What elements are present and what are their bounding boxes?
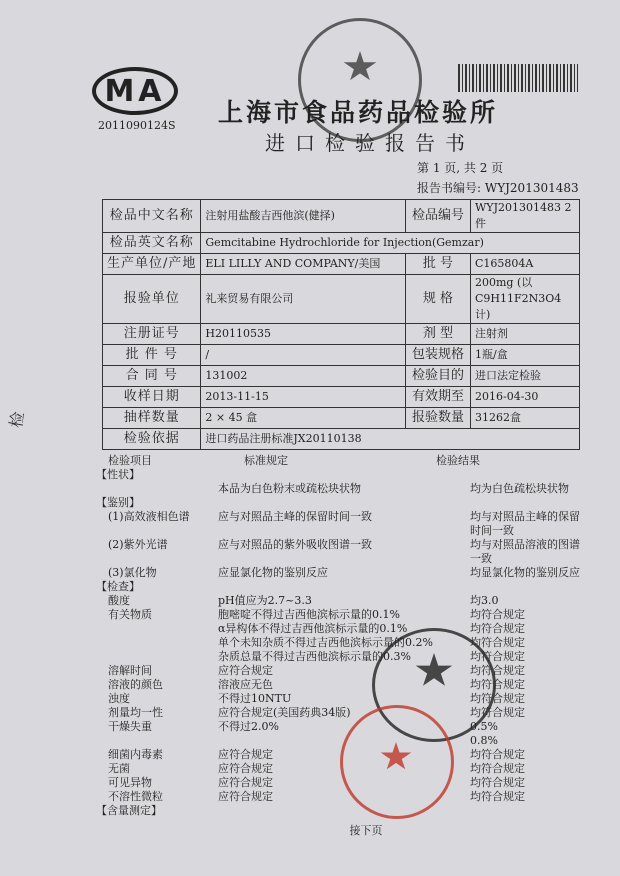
test-result: 均符合规定: [470, 650, 525, 663]
info-value-2: 1瓶/盒: [471, 345, 580, 366]
result-row: [96, 594, 596, 608]
col-result: 检验结果: [436, 454, 480, 467]
info-row: [103, 429, 580, 450]
info-row: [103, 233, 580, 254]
info-label: 注册证号: [103, 324, 201, 345]
test-item: 干燥失重: [108, 720, 152, 733]
institute-title: 上海市食品药品检验所: [218, 98, 499, 127]
test-item: 细菌内毒素: [108, 748, 163, 761]
result-row: [96, 790, 596, 804]
test-standard: 胞嘧啶不得过吉西他滨标示量的0.1%: [218, 608, 400, 621]
test-standard: 不得过2.0%: [218, 720, 279, 733]
info-value-2: 2016-04-30: [471, 387, 580, 408]
test-result: 均符合规定: [470, 790, 525, 803]
result-row: [96, 538, 596, 552]
info-value: /: [201, 345, 406, 366]
test-result: 均符合规定: [470, 636, 525, 649]
test-item: 剂量均一性: [108, 706, 163, 719]
test-result: 时间一致: [470, 524, 514, 537]
test-item: (3)氯化物: [108, 566, 157, 579]
info-value-2: 注射剂: [471, 324, 580, 345]
test-item: (2)紫外光谱: [108, 538, 168, 551]
test-item: 浊度: [108, 692, 130, 705]
test-result: 均为白色疏松块状物: [470, 482, 569, 495]
result-row: [96, 524, 596, 538]
result-row: [96, 636, 596, 650]
margin-seal: 检: [6, 410, 28, 430]
result-row: [96, 580, 596, 594]
info-value-2: WYJ201301483 2件: [471, 200, 580, 233]
info-value: ELI LILLY AND COMPANY/美国: [201, 254, 406, 275]
continued-note: 接下页: [349, 824, 383, 837]
test-item: 不溶性微粒: [108, 790, 163, 803]
info-row: [103, 345, 580, 366]
test-item: 溶解时间: [108, 664, 152, 677]
info-row: [103, 408, 580, 429]
info-row: [103, 275, 580, 324]
test-standard: 应与对照品的紫外吸收图谱一致: [218, 538, 372, 551]
test-standard: 应符合规定: [218, 762, 273, 775]
col-standard: 标准规定: [244, 454, 288, 467]
result-row: [96, 608, 596, 622]
info-label-2: 剂 型: [406, 324, 471, 345]
result-row: [96, 706, 596, 720]
test-standard: 应符合规定: [218, 748, 273, 761]
info-row: [103, 387, 580, 408]
info-value: Gemcitabine Hydrochloride for Injection(Gemzar): [201, 233, 580, 254]
test-item: 无菌: [108, 762, 130, 775]
section-heading: 【性状】: [96, 468, 140, 481]
info-label: 检品英文名称: [103, 233, 201, 254]
result-row: [96, 650, 596, 664]
info-row: [103, 366, 580, 387]
result-row: [96, 552, 596, 566]
info-value: 礼来贸易有限公司: [201, 275, 406, 324]
test-result: 均符合规定: [470, 608, 525, 621]
result-row: [96, 748, 596, 762]
info-value: H20110535: [201, 324, 406, 345]
info-value: 2013-11-15: [201, 387, 406, 408]
test-standard: 应与对照品主峰的保留时间一致: [218, 510, 372, 523]
test-result: 均与对照品主峰的保留: [470, 510, 580, 523]
info-value: 进口药品注册标准JX20110138: [201, 429, 580, 450]
report-title: 进口检验报告书: [265, 131, 475, 155]
info-label-2: 包装规格: [406, 345, 471, 366]
info-value-2: 进口法定检验: [471, 366, 580, 387]
test-result: 均符合规定: [470, 692, 525, 705]
result-row: [96, 496, 596, 510]
info-label: 收样日期: [103, 387, 201, 408]
test-result: 均符合规定: [470, 706, 525, 719]
test-result: 均符合规定: [470, 776, 525, 789]
info-value-2: 31262盒: [471, 408, 580, 429]
test-result: 0.5%: [470, 720, 498, 733]
test-standard: 不得过10NTU: [218, 692, 292, 705]
page-info: 第 1 页, 共 2 页: [417, 161, 504, 175]
result-row: [96, 692, 596, 706]
test-result: 均符合规定: [470, 748, 525, 761]
test-result: 均显氯化物的鉴别反应: [470, 566, 580, 579]
info-label: 合 同 号: [103, 366, 201, 387]
info-value-2: C165804A: [471, 254, 580, 275]
cma-code: 2011090124S: [98, 119, 176, 132]
section-heading: 【含量测定】: [96, 804, 162, 817]
test-item: 可见异物: [108, 776, 152, 789]
test-result: 均符合规定: [470, 622, 525, 635]
info-label-2: 检品编号: [406, 200, 471, 233]
result-row: [96, 510, 596, 524]
result-row: [96, 664, 596, 678]
info-label-2: 有效期至: [406, 387, 471, 408]
result-row: [96, 622, 596, 636]
info-label: 检验依据: [103, 429, 201, 450]
test-standard: 应符合规定: [218, 664, 273, 677]
result-row: [96, 482, 596, 496]
info-label: 检品中文名称: [103, 200, 201, 233]
test-standard: 杂质总量不得过吉西他滨标示量的0.3%: [218, 650, 411, 663]
result-row: [96, 566, 596, 580]
info-label-2: 报验数量: [406, 408, 471, 429]
test-item: 溶液的颜色: [108, 678, 163, 691]
sample-info-table: [102, 199, 580, 450]
test-standard: 应符合规定(美国药典34版): [218, 706, 351, 719]
cma-logo: MA: [92, 67, 178, 115]
result-row: [96, 762, 596, 776]
info-value: 2 × 45 盒: [201, 408, 406, 429]
result-row: [96, 720, 596, 734]
test-result: 均符合规定: [470, 678, 525, 691]
test-result: 均3.0: [470, 594, 499, 607]
report-number: 报告书编号: WYJ201301483: [417, 181, 579, 195]
test-result: 均与对照品溶液的图谱: [470, 538, 580, 551]
info-label: 报验单位: [103, 275, 201, 324]
info-label-2: 检验目的: [406, 366, 471, 387]
info-row: [103, 324, 580, 345]
result-row: [96, 804, 596, 818]
col-item: 检验项目: [108, 454, 152, 467]
test-standard: 应符合规定: [218, 790, 273, 803]
info-label: 批 件 号: [103, 345, 201, 366]
section-heading: 【鉴别】: [96, 496, 140, 509]
test-standard: 溶液应无色: [218, 678, 273, 691]
info-label: 生产单位/产地: [103, 254, 201, 275]
test-results: [96, 454, 596, 818]
test-item: 有关物质: [108, 608, 152, 621]
info-row: [103, 254, 580, 275]
info-value: 131002: [201, 366, 406, 387]
result-row: [96, 468, 596, 482]
test-standard: 本品为白色粉末或疏松块状物: [218, 482, 361, 495]
star-icon: [343, 51, 377, 83]
test-result: 均符合规定: [470, 762, 525, 775]
barcode: [458, 64, 578, 92]
test-result: 均符合规定: [470, 664, 525, 677]
result-row: [96, 678, 596, 692]
test-standard: pH值应为2.7~3.3: [218, 594, 312, 607]
test-item: 酸度: [108, 594, 130, 607]
test-item: (1)高效液相色谱: [108, 510, 190, 523]
result-row: [96, 734, 596, 748]
info-label-2: 批 号: [406, 254, 471, 275]
test-result: 0.8%: [470, 734, 498, 747]
test-standard: α异构体不得过吉西他滨标示量的0.1%: [218, 622, 408, 635]
report-body: [96, 199, 596, 838]
info-label: 抽样数量: [103, 408, 201, 429]
test-standard: 应符合规定: [218, 776, 273, 789]
test-result: 一致: [470, 552, 492, 565]
section-heading: 【检查】: [96, 580, 140, 593]
result-row: [96, 776, 596, 790]
info-label-2: 规 格: [406, 275, 471, 324]
info-value-2: 200mg (以C9H11F2N3O4计): [471, 275, 580, 324]
test-standard: 单个未知杂质不得过吉西他滨标示量的0.2%: [218, 636, 433, 649]
test-standard: 应显氯化物的鉴别反应: [218, 566, 328, 579]
info-value: 注射用盐酸吉西他滨(健择): [201, 200, 406, 233]
info-row: [103, 200, 580, 233]
